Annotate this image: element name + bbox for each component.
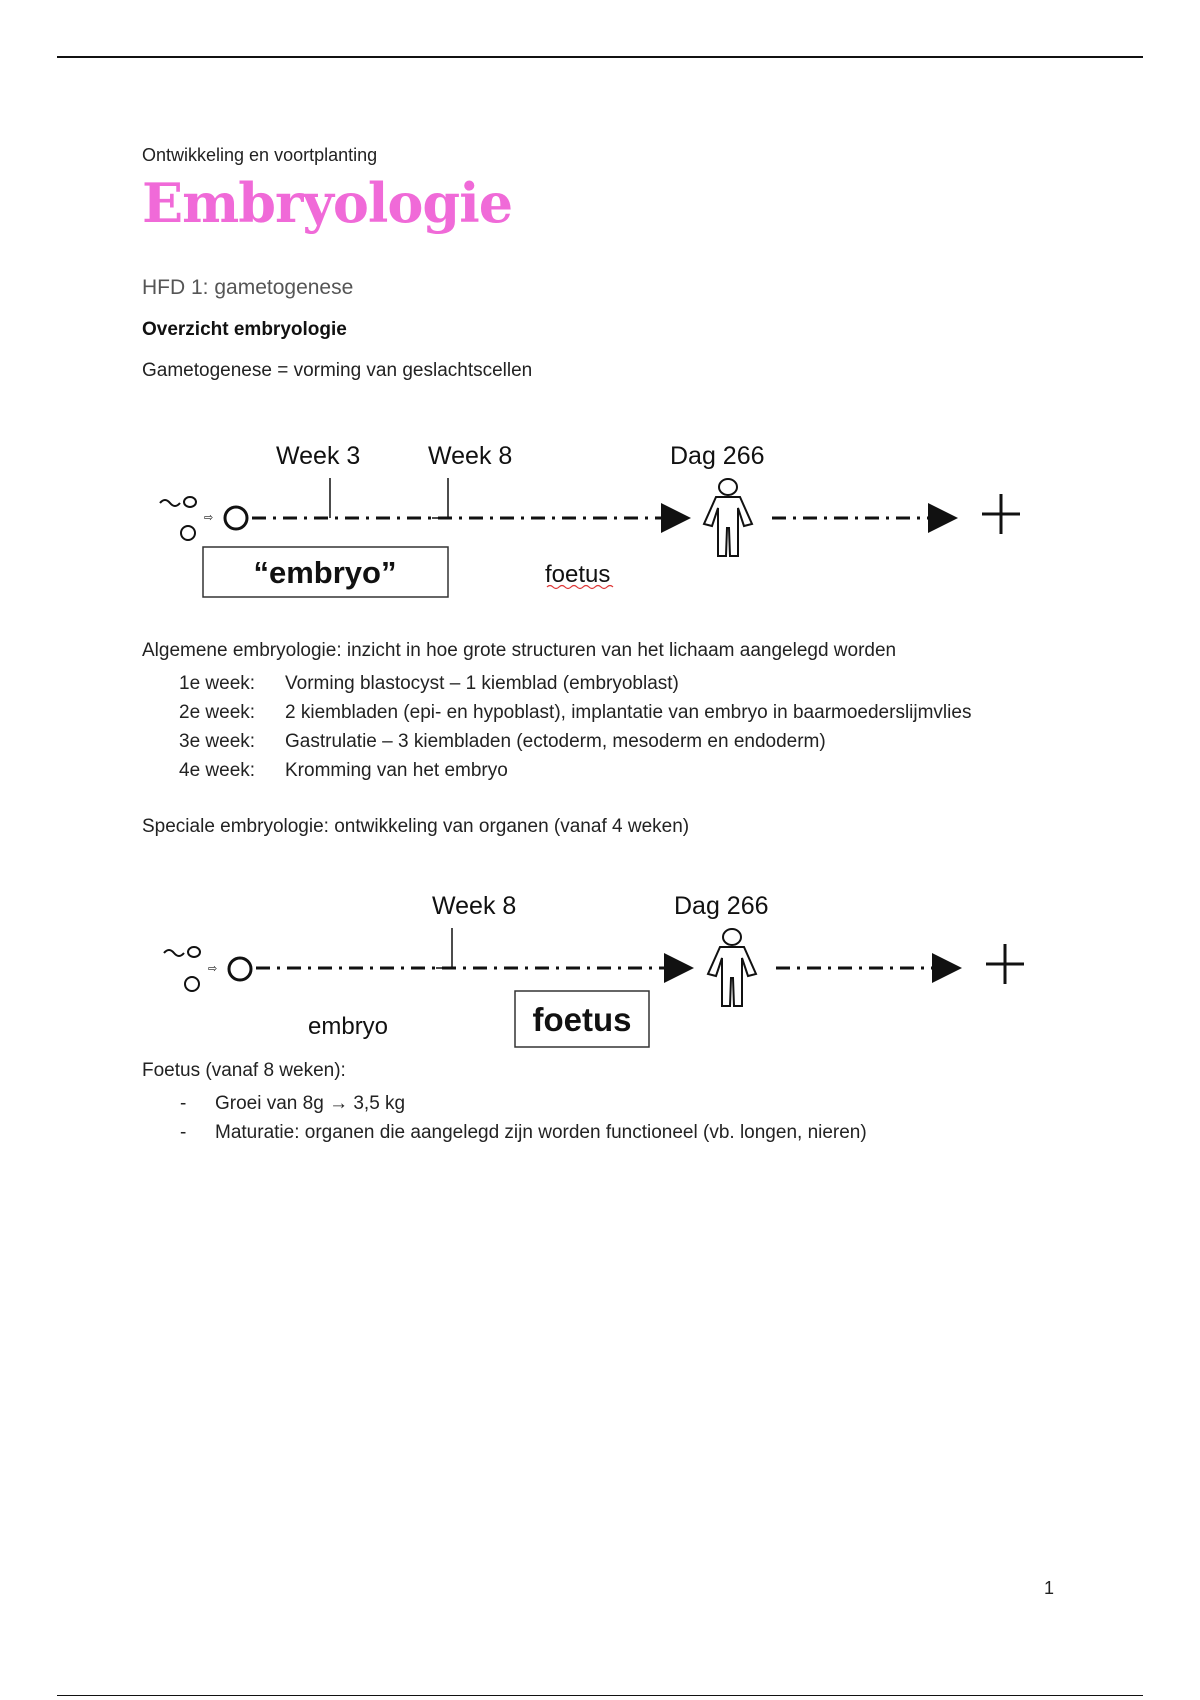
- week-label: 2e week:: [179, 702, 256, 723]
- page-number: 1: [1044, 1578, 1055, 1598]
- person-icon: [708, 929, 756, 1006]
- embryo-box-label: “embryo”: [253, 555, 397, 590]
- page-title: Embryologie: [142, 171, 513, 235]
- list-item: [180, 1118, 867, 1147]
- day266-label: Dag 266: [674, 892, 769, 920]
- foetus-heading: Foetus (vanaf 8 weken):: [142, 1060, 346, 1081]
- person-icon: [704, 479, 752, 556]
- week-description: Vorming blastocyst – 1 kiemblad (embryoblast): [285, 673, 679, 694]
- week-label: 4e week:: [179, 760, 256, 781]
- chapter-heading: HFD 1: gametogenese: [142, 276, 354, 299]
- subject-header: Ontwikkeling en voortplanting: [142, 145, 378, 165]
- foetus-label: foetus: [545, 561, 611, 588]
- egg-cell-icon: [181, 526, 195, 540]
- sperm-icon: [160, 497, 196, 507]
- week-description: Kromming van het embryo: [285, 760, 508, 781]
- week-label: 3e week:: [179, 731, 256, 752]
- death-cross-icon: [982, 494, 1020, 534]
- list-item: [180, 1089, 867, 1118]
- sperm-icon: [164, 947, 200, 957]
- week8-tick: [432, 478, 448, 518]
- definition-text: Gametogenese = vorming van geslachtscellen: [142, 360, 533, 381]
- special-embryology-text: Speciale embryologie: ontwikkeling van organen (vanaf 4 weken): [142, 816, 690, 837]
- week8-label: Week 8: [432, 892, 517, 920]
- week-description: Gastrulatie – 3 kiembladen (ectoderm, mesoderm en endoderm): [285, 731, 826, 752]
- foetus-list: [180, 1089, 867, 1147]
- list-dash: -: [180, 1122, 187, 1143]
- header-rule: [57, 56, 1143, 58]
- list-item: [179, 698, 971, 727]
- timeline-diagram-2: [0, 875, 1200, 1055]
- general-embryology-intro: Algemene embryologie: inzicht in hoe grote structuren van het lichaam aangelegd worden: [142, 640, 897, 661]
- fertilization-arrow-icon: ⇨: [208, 963, 218, 975]
- day266-label: Dag 266: [670, 442, 765, 470]
- fertilization-arrow-icon: ⇨: [204, 512, 214, 524]
- week-list: [179, 669, 971, 785]
- week-description: 2 kiembladen (epi- en hypoblast), implantatie van embryo in baarmoederslijmvlies: [285, 702, 972, 723]
- week3-label: Week 3: [276, 442, 361, 470]
- week8-label: Week 8: [428, 442, 513, 470]
- list-item: [179, 727, 971, 756]
- list-dash: -: [180, 1093, 187, 1114]
- egg-cell-icon: [185, 977, 199, 991]
- footer-rule: [57, 1695, 1143, 1696]
- foetus-box-label: foetus: [532, 1001, 632, 1038]
- list-item: [179, 669, 971, 698]
- zygote-icon: [225, 507, 247, 529]
- zygote-icon: [229, 958, 251, 980]
- week-label: 1e week:: [179, 673, 256, 694]
- list-item: [179, 756, 971, 785]
- week8-tick: [436, 928, 452, 968]
- list-text: Groei van 8g → 3,5 kg: [215, 1093, 406, 1114]
- embryo-label: embryo: [308, 1013, 389, 1040]
- section-heading: Overzicht embryologie: [142, 319, 347, 340]
- death-cross-icon: [986, 944, 1024, 984]
- list-text: Maturatie: organen die aangelegd zijn worden functioneel (vb. longen, nieren): [215, 1122, 867, 1143]
- timeline-diagram-1: [0, 420, 1200, 610]
